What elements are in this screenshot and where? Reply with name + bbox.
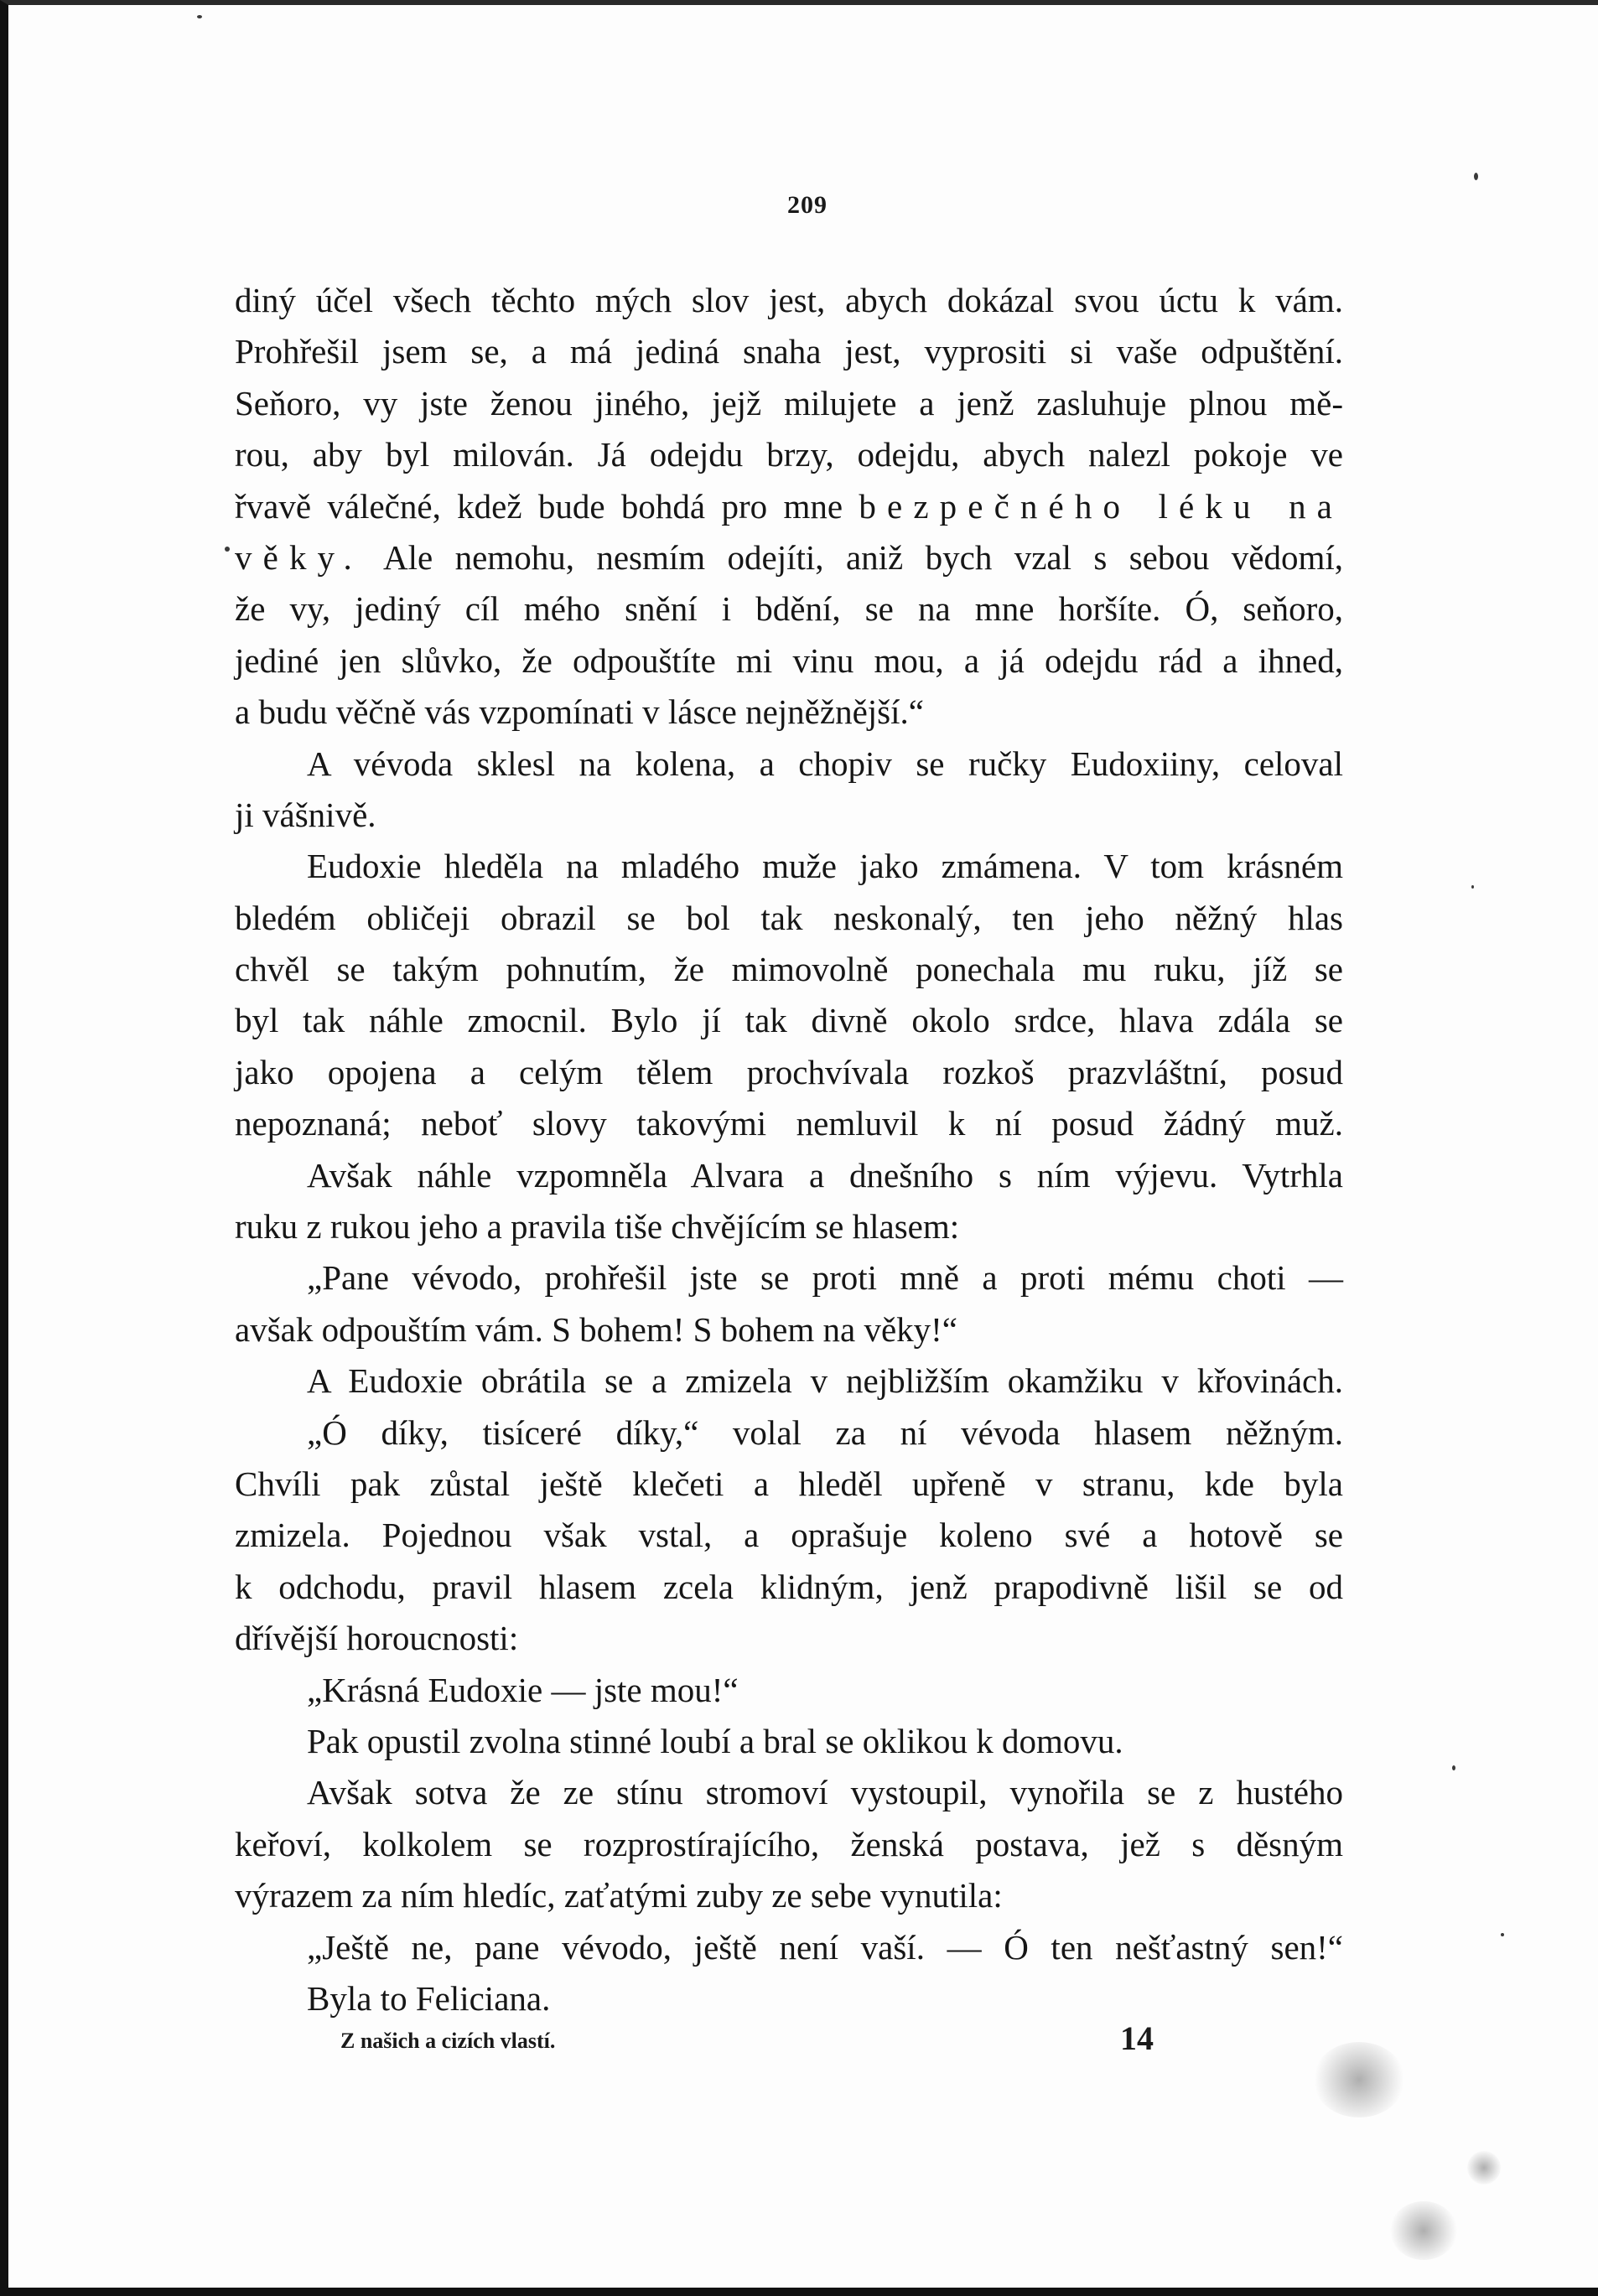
text-line: Eudoxie hleděla na mladého muže jako zmámena. V tom krásném (307, 847, 1343, 886)
text-line: rou, aby byl milován. Já odejdu brzy, odejdu, abych nalezl pokoje ve (235, 435, 1343, 474)
text-line: diný účel všech těchto mých slov jest, abych dokázal svou úctu k vám. (235, 281, 1343, 319)
scan-speck (1501, 1933, 1504, 1936)
scan-speck (1471, 885, 1474, 889)
text-line: jediné jen slůvko, že odpouštíte mi vinu mou, a já odejdu rád a ihned, (235, 640, 1343, 680)
signature-mark: 14 (1120, 2019, 1154, 2057)
scan-smudge (1390, 2201, 1457, 2260)
scan-speck (197, 15, 202, 18)
scan-smudge (1313, 2042, 1405, 2117)
text-line: výrazem za ním hledíc, zaťatými zuby ze sebe vynutila: (235, 1876, 1003, 1915)
text-line: A Eudoxie obrátila se a zmizela v nejbližším okamžiku v křovinách. (307, 1361, 1343, 1401)
scan-speck (1452, 1765, 1455, 1770)
text-line: že vy, jediný cíl mého snění i bdění, se na mne horšíte. Ó, seňoro, (235, 589, 1343, 629)
text-line: Pak opustil zvolna stinné loubí a bral se oklikou k domovu. (307, 1721, 1123, 1760)
scan-speck (225, 547, 230, 552)
text-line: Avšak sotva že ze stínu stromoví vystoupil, vynořila se z hustého (307, 1773, 1343, 1812)
text-line: zmizela. Pojednou však vstal, a oprašuje koleno své a hotově se (235, 1516, 1343, 1555)
text-line: byl tak náhle zmocnil. Bylo jí tak divně okolo srdce, hlava zdála se (235, 1001, 1343, 1040)
text-line: ji vášnivě. (235, 795, 376, 834)
text-line (235, 481, 1343, 532)
text-line: Prohřešil jsem se, a má jediná snaha jest, vyprositi si vaše odpuštění. (235, 332, 1343, 371)
text-line: ruku z rukou jeho a pravila tiše chvějícím se hlasem: (235, 1207, 960, 1246)
body-text (235, 275, 1343, 2024)
text-line: Avšak náhle vzpomněla Alvara a dnešního s ním výjevu. Vytrhla (307, 1155, 1343, 1195)
text-line: Chvíli pak zůstal ještě klečeti a hleděl upřeně v stranu, kde byla (235, 1464, 1343, 1503)
text-line: Seňoro, vy jste ženou jiného, jejž milujete a jenž zasluhuje plnou mě- (235, 383, 1343, 422)
footer-source: Z našich a cizích vlastí. (340, 2029, 556, 2053)
text-line: a budu věčně vás vzpomínati v lásce nejněžnější.“ (235, 692, 924, 732)
text-line: „Pane vévodo, prohřešil jste se proti mně a proti mému choti — (307, 1258, 1343, 1298)
text-line: „Krásná Eudoxie — jste mou!“ (307, 1670, 739, 1709)
spaced-emphasis: věky. (235, 537, 363, 577)
text-line: dřívější horoucnosti: (235, 1619, 519, 1658)
text-line: bledém obličeji obrazil se bol tak neskonalý, ten jeho něžný hlas (235, 898, 1343, 937)
text-line: nepoznaná; neboť slovy takovými nemluvil k ní posud žádný muž. (235, 1104, 1343, 1143)
text-line: k odchodu, pravil hlasem zcela klidným, jenž prapodivně lišil se od (235, 1567, 1343, 1606)
scan-speck (1474, 173, 1478, 180)
text-line: keřoví, kolkolem se rozprostírajícího, ženská postava, jež s děsným (235, 1824, 1343, 1863)
text-segment: řvavě válečné, kdež bude bohdá pro mne (235, 486, 859, 526)
text-line: „Ó díky, tisíceré díky,“ volal za ní vévoda hlasem něžným. (307, 1412, 1343, 1452)
scan-smudge (1467, 2151, 1501, 2185)
text-line: „Ještě ne, pane vévodo, ještě není vaší. — Ó ten nešťastný sen!“ (307, 1927, 1343, 1967)
text-line: jako opojena a celým tělem prochvívala rozkoš prazvláštní, posud (235, 1052, 1343, 1091)
text-segment: Ale nemohu, nesmím odejíti, aniž bych vzal s sebou vědomí, (362, 537, 1343, 577)
text-line: chvěl se takým pohnutím, že mimovolně ponechala mu ruku, jíž se (235, 950, 1343, 989)
text-line: avšak odpouštím vám. S bohem! S bohem na věky!“ (235, 1309, 958, 1349)
spaced-emphasis: bezpečného léku na (859, 486, 1344, 526)
text-line: A vévoda sklesl na kolena, a chopiv se ručky Eudoxiiny, celoval (307, 744, 1343, 783)
page-number: 209 (787, 191, 828, 219)
text-line: Byla to Feliciana. (307, 1978, 551, 2018)
text-line (235, 532, 1343, 583)
